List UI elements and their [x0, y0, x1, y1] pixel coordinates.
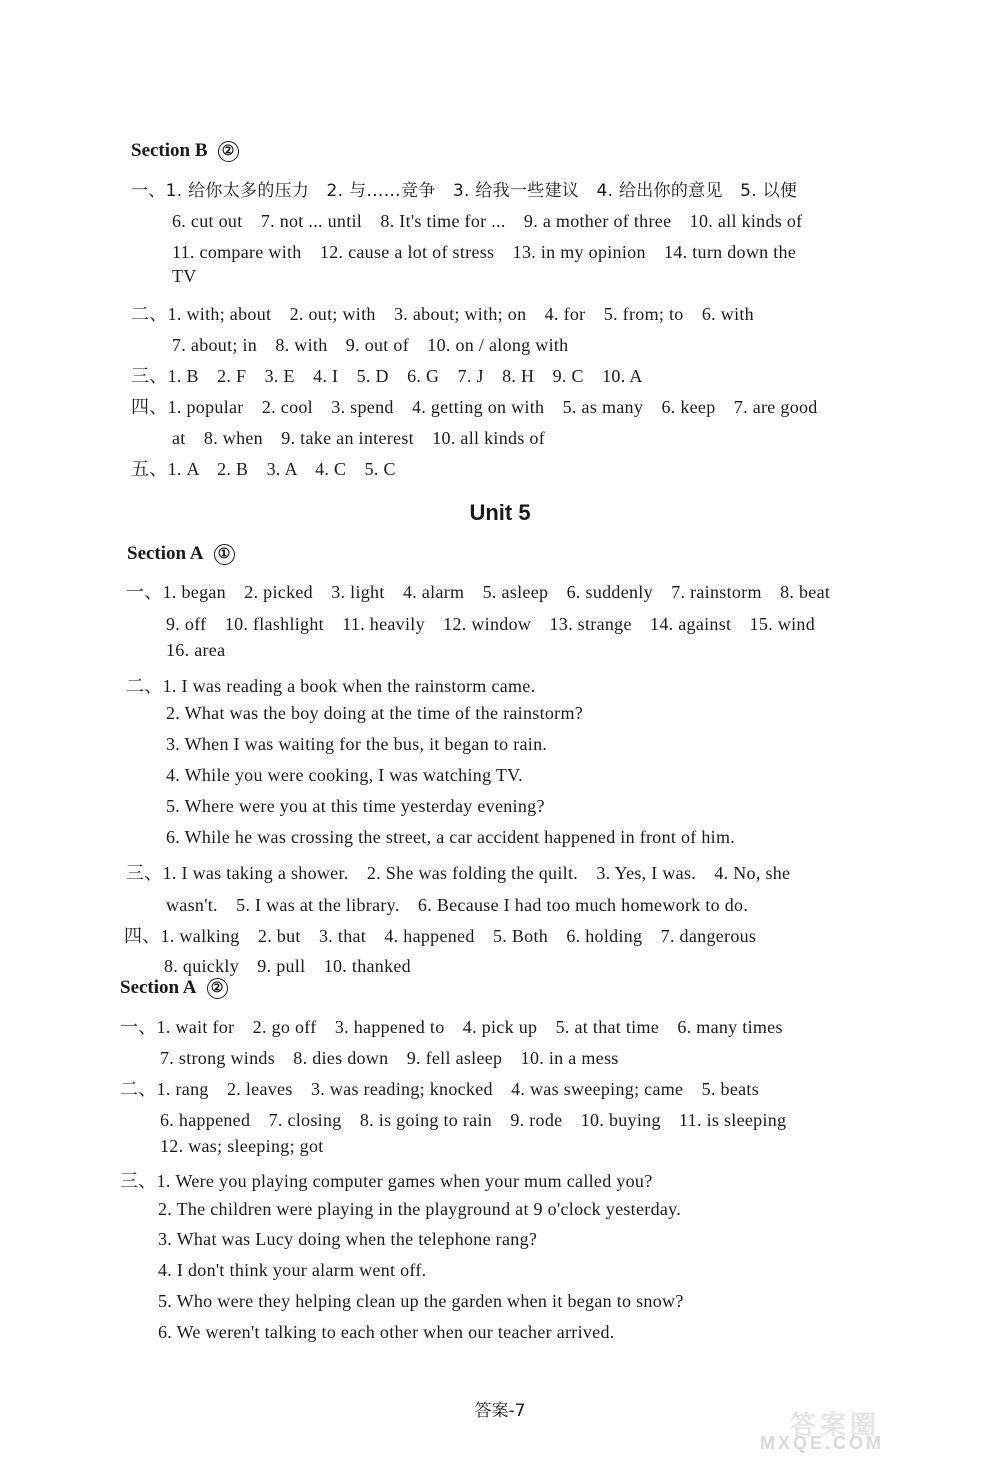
answer-line: 7. strong winds 8. dies down 9. fell asleep 10. in a mess — [160, 1048, 619, 1068]
answer-line: 一、1. 给你太多的压力 2. 与……竞争 3. 给我一些建议 4. 给出你的意见 5. 以便 — [131, 181, 798, 201]
answer-line: 二、1. with; about 2. out; with 3. about; with; on 4. for 5. from; to 6. with — [131, 304, 754, 324]
page-footer: 答案-7 — [474, 1401, 526, 1421]
answer-line: 三、1. B 2. F 3. E 4. I 5. D 6. G 7. J 8. H 9. C 10. A — [131, 366, 643, 386]
answer-line: 4. I don't think your alarm went off. — [158, 1260, 427, 1280]
answer-line: 二、1. I was reading a book when the rainstorm came. — [126, 676, 536, 696]
answer-line: 5. Who were they helping clean up the garden when it began to snow? — [158, 1291, 684, 1311]
answer-line: 6. cut out 7. not ... until 8. It's time for ... 9. a mother of three 10. all kinds of — [172, 211, 803, 231]
watermark-logo — [760, 1405, 990, 1457]
section-number-badge: ② — [207, 978, 228, 999]
answer-line: 2. The children were playing in the playground at 9 o'clock yesterday. — [158, 1199, 682, 1219]
answer-line: 16. area — [166, 640, 226, 660]
section-title: Section A — [127, 543, 204, 564]
section-b-2-heading — [131, 140, 239, 162]
answer-line: 5. Where were you at this time yesterday evening? — [166, 796, 545, 816]
section-a-1-heading — [127, 543, 235, 565]
answer-line: at 8. when 9. take an interest 10. all kinds of — [172, 428, 546, 448]
answer-line: 四、1. walking 2. but 3. that 4. happened 5. Both 6. holding 7. dangerous — [124, 926, 757, 946]
watermark-text: 答案圈 — [790, 1411, 881, 1441]
answer-line: 二、1. rang 2. leaves 3. was reading; knocked 4. was sweeping; came 5. beats — [120, 1079, 760, 1099]
answer-line: 4. While you were cooking, I was watching TV. — [166, 765, 523, 785]
answer-line: 6. While he was crossing the street, a car accident happened in front of him. — [166, 827, 736, 847]
answer-line: 9. off 10. flashlight 11. heavily 12. window 13. strange 14. against 15. wind — [166, 614, 816, 634]
answer-line: 7. about; in 8. with 9. out of 10. on / along with — [172, 335, 569, 355]
answer-line: 3. When I was waiting for the bus, it began to rain. — [166, 734, 548, 754]
answer-line: 3. What was Lucy doing when the telephone rang? — [158, 1229, 538, 1249]
answer-line: 四、1. popular 2. cool 3. spend 4. getting on with 5. as many 6. keep 7. are good — [131, 397, 818, 417]
answer-line: 6. happened 7. closing 8. is going to rain 9. rode 10. buying 11. is sleeping — [160, 1110, 787, 1130]
answer-line: 一、1. wait for 2. go off 3. happened to 4. pick up 5. at that time 6. many times — [120, 1017, 783, 1037]
unit-title: Unit 5 — [469, 500, 531, 525]
answer-line: 6. We weren't talking to each other when our teacher arrived. — [158, 1322, 615, 1342]
answer-line: wasn't. 5. I was at the library. 6. Because I had too much homework to do. — [166, 895, 749, 915]
answer-line: 2. What was the boy doing at the time of the rainstorm? — [166, 703, 584, 723]
answer-line: 三、1. I was taking a shower. 2. She was folding the quilt. 3. Yes, I was. 4. No, she — [126, 863, 791, 883]
section-number-badge: ② — [218, 141, 239, 162]
answer-line: 三、1. Were you playing computer games when your mum called you? — [120, 1171, 653, 1191]
section-a-2-heading — [120, 977, 228, 999]
watermark-url: MXQE.COM — [760, 1433, 885, 1453]
answer-line: 12. was; sleeping; got — [160, 1136, 324, 1156]
answer-line: 五、1. A 2. B 3. A 4. C 5. C — [131, 459, 396, 479]
answer-line: TV — [172, 266, 197, 286]
answer-line: 11. compare with 12. cause a lot of stress 13. in my opinion 14. turn down the — [172, 242, 797, 262]
section-title: Section B — [131, 140, 208, 161]
section-title: Section A — [120, 977, 197, 998]
section-number-badge: ① — [214, 544, 235, 565]
answer-line: 8. quickly 9. pull 10. thanked — [164, 956, 411, 976]
answer-line: 一、1. began 2. picked 3. light 4. alarm 5. asleep 6. suddenly 7. rainstorm 8. beat — [126, 582, 831, 602]
